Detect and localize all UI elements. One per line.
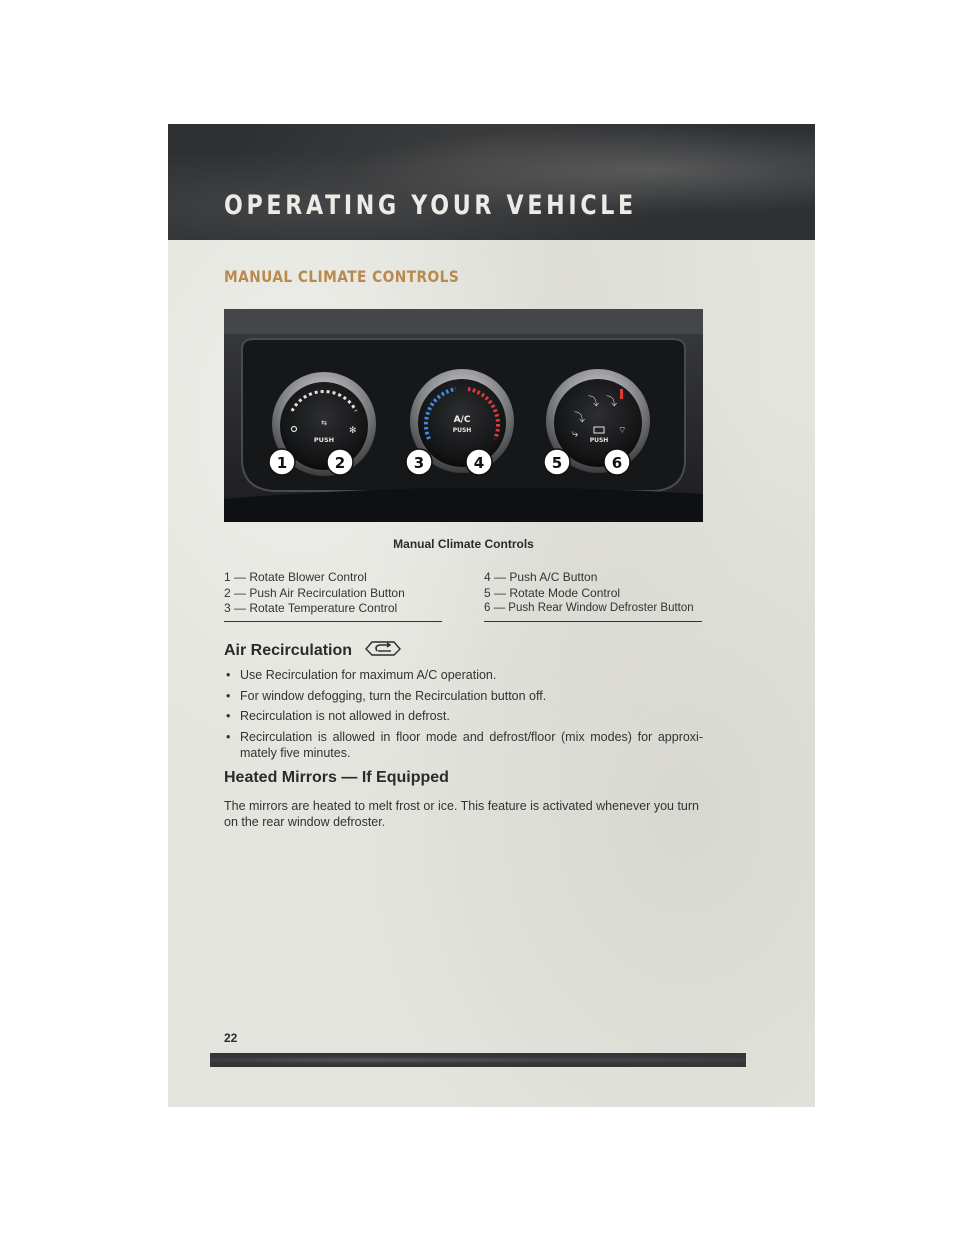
svg-text:⇆: ⇆ bbox=[321, 419, 327, 427]
list-item: • Recirculation is allowed in floor mode and defrost/floor (mix modes) for approxi-mately five minutes. bbox=[226, 729, 703, 760]
callout-4 bbox=[466, 449, 492, 475]
legend-right bbox=[484, 570, 702, 622]
callout-5 bbox=[544, 449, 570, 475]
chapter-title: OPERATING YOUR VEHICLE bbox=[224, 190, 637, 221]
manual-page bbox=[168, 124, 815, 1107]
defrost-icon: ⌔ bbox=[618, 426, 627, 436]
legend-item: 1 — Rotate Blower Control bbox=[224, 570, 367, 584]
svg-text:4: 4 bbox=[473, 454, 485, 472]
heated-mirrors-heading: Heated Mirrors — If Equipped bbox=[224, 769, 449, 786]
svg-text:⤵: ⤵ bbox=[574, 411, 585, 424]
svg-text:6: 6 bbox=[611, 454, 623, 472]
svg-text:PUSH: PUSH bbox=[589, 437, 609, 444]
footer-band bbox=[210, 1053, 746, 1067]
legend-item: 6 — Push Rear Window Defroster Button bbox=[484, 602, 694, 614]
air-recirculation-heading-text: Air Recirculation bbox=[224, 641, 353, 659]
air-recirculation-heading bbox=[224, 639, 402, 662]
svg-text:⤷: ⤷ bbox=[572, 427, 579, 440]
list-item: • Use Recirculation for maximum A/C operation. bbox=[226, 668, 497, 682]
climate-controls-photo bbox=[224, 309, 703, 522]
list-item: • For window defogging, turn the Recirculation button off. bbox=[226, 688, 547, 703]
svg-text:A/C: A/C bbox=[453, 415, 471, 425]
callout-1 bbox=[269, 449, 295, 475]
fan-icon: ✻ bbox=[349, 426, 357, 436]
legend-item: 4 — Push A/C Button bbox=[484, 570, 598, 584]
list-item: • Recirculation is not allowed in defrost. bbox=[226, 709, 450, 723]
heated-mirrors-text: The mirrors are heated to melt frost or ice. This feature is activated whenever you turn on the rear window defroster. bbox=[224, 799, 699, 829]
svg-text:⤵: ⤵ bbox=[606, 395, 617, 408]
callout-2 bbox=[327, 449, 353, 475]
section-title: MANUAL CLIMATE CONTROLS bbox=[224, 267, 460, 286]
svg-text:5: 5 bbox=[551, 454, 563, 472]
page-number: 22 bbox=[224, 1031, 238, 1045]
legend-item: 2 — Push Air Recirculation Button bbox=[224, 585, 405, 600]
svg-text:2: 2 bbox=[334, 454, 346, 472]
svg-text:PUSH: PUSH bbox=[313, 436, 335, 444]
svg-text:PUSH: PUSH bbox=[452, 427, 472, 434]
legend-item: 5 — Rotate Mode Control bbox=[484, 585, 621, 600]
svg-text:1: 1 bbox=[276, 454, 288, 472]
recirculation-bullets bbox=[224, 667, 703, 765]
figure-caption: Manual Climate Controls bbox=[393, 537, 534, 551]
svg-text:3: 3 bbox=[413, 454, 425, 472]
legend-left bbox=[224, 570, 442, 622]
header-band bbox=[168, 124, 815, 240]
callout-3 bbox=[406, 449, 432, 475]
recirculation-icon bbox=[364, 639, 402, 662]
legend-item: 3 — Rotate Temperature Control bbox=[224, 601, 398, 615]
svg-text:⤵: ⤵ bbox=[588, 395, 599, 408]
callout-6 bbox=[604, 449, 630, 475]
